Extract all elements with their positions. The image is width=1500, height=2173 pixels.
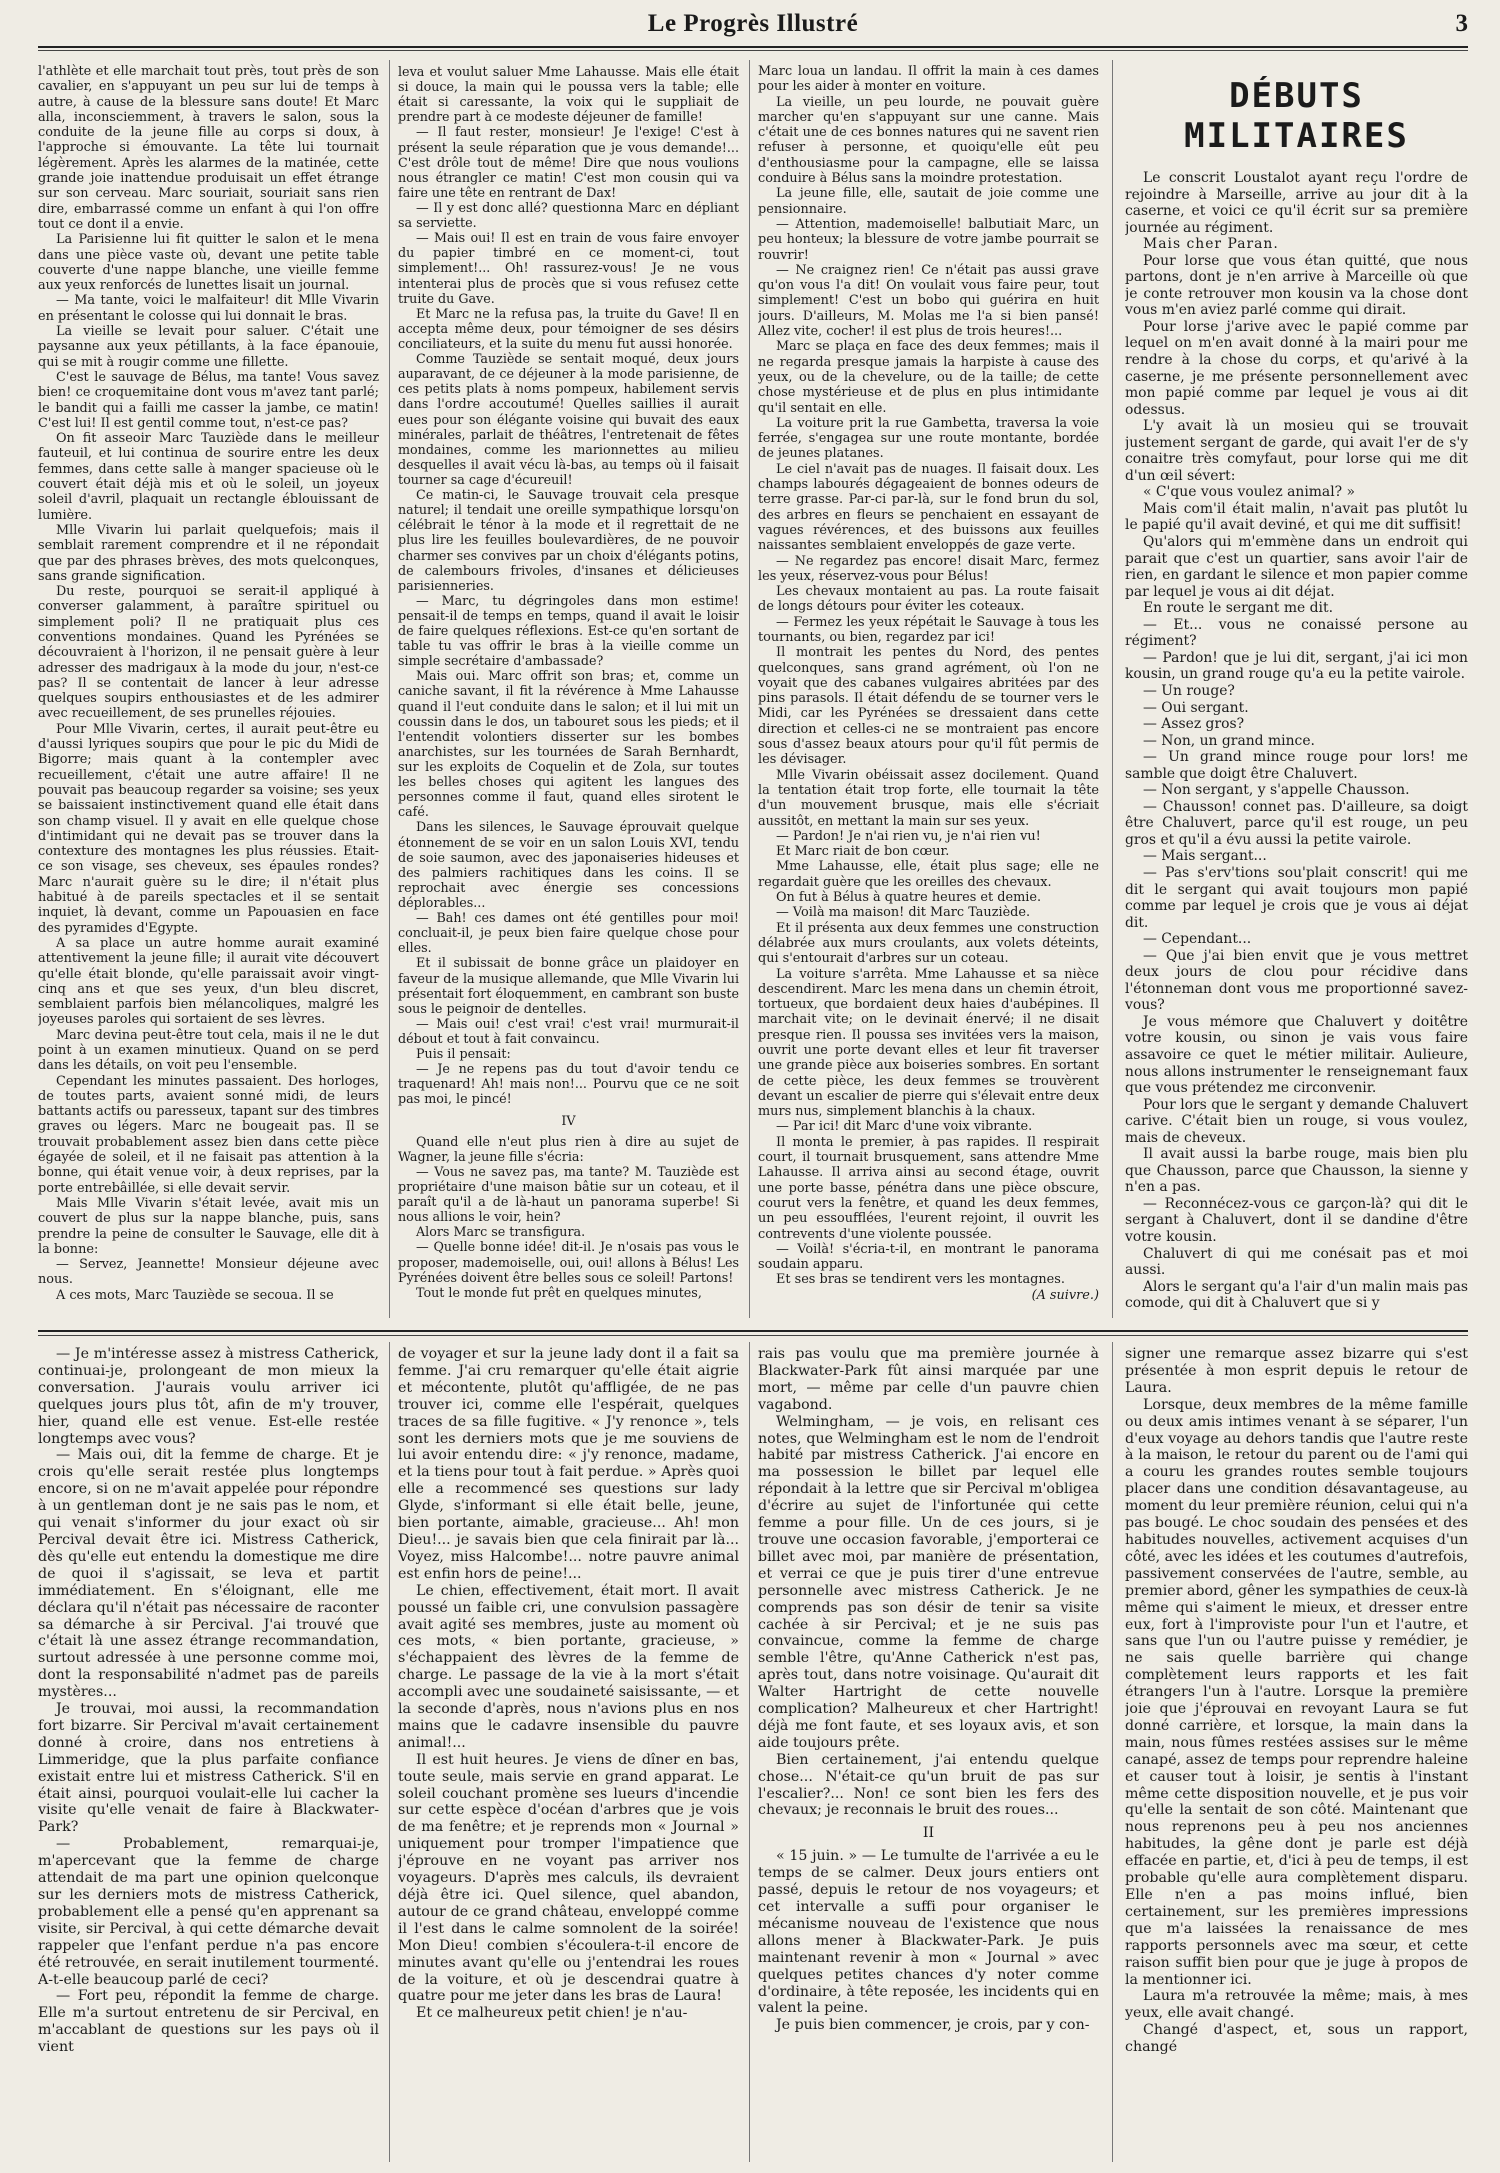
paragraph: Comme Tauziède se sentait moqué, deux jours auparavant, de ce déjeuner à la mode parisienne, de ces petits plats à noms pompeux, habilement servis dans l'ordre accoutumé! Quelles saillies il aurait eues pour son élégante voisine qui buvait des eaux minérales, parlait de théâtres, l'entretenait de fêtes mondaines, comme les marionnettes au milieu desquelles il avait vécu là-bas, au temps où il faisait tourner sa cage d'écureuil! xyxy=(398,351,739,487)
paragraph: Je vous mémore que Chaluvert y doitêtre votre kousin, ou sinon je vais vous faire assavoire ce quet le métier militair. Aulieure, nous allons instrumenter le renseignemant faux que vous prétendez me circonvenir. xyxy=(1125,1013,1468,1097)
paragraph: — Chausson! connet pas. D'ailleure, sa doigt être Chaluvert, parce qu'il est rouge, un peu gros et qu'il a évu aussi la petite vairole. xyxy=(1125,798,1468,848)
paragraph: Lorsque, deux membres de la même famille ou deux amis intimes venant à se séparer, l'un d'eux voyage au dehors tandis que l'autre reste à la maison, le retour du parent ou de l'ami qui a couru les grandes routes semble toujours placer dans une condition désavantageuse, au moment du leur première réunion, celui qui n'a pas bougé. Le choc soudain des pensées et des habitudes nouvelles, activement acquises d'un côté, avec les idées et les coutumes d'autrefois, passivement conservées de l'autre, semble, au premier abord, gêner les sympathies de ceux-là même qui s'aiment le mieux, et dresser entre eux, fort à l'improviste pour l'un et l'autre, et sans que l'un ou l'autre puisse y remédier, je ne sais quelle barrière qui change complètement leurs rapports et les fait étrangers l'un à l'autre. Lorsque la première joie que j'éprouvai en revoyant Laura se fut donné carrière, et lorsque, la main dans la main, nous fûmes restées assises sur le même canapé, assez de temps pour reprendre haleine et causer tout à loisir, je sentis à l'instant même cette disposition nouvelle, et je pus voir qu'elle la sentait de son côté. Maintenant que nous reprenons peu à peu nos anciennes habitudes, la gêne dont je parle est déjà effacée en partie, et, d'ici à peu de temps, il est probable qu'elle aura complètement disparu. Elle n'en a pas moins influé, bien certainement, sur les premières impressions que m'a laissées la renaissance de mes rapports personnels avec ma sœur, et cette raison suffit bien pour que je juge à propos de la mentionner ici. xyxy=(1125,1396,1468,1988)
paragraph: Et il subissait de bonne grâce un plaidoyer en faveur de la musique allemande, que Mlle Vivarin lui présentait fort éloquemment, en cambrant son buste sous le peignoir de dentelles. xyxy=(398,955,739,1016)
page-number: 3 xyxy=(1455,10,1468,37)
paragraph: La Parisienne lui fit quitter le salon et le mena dans une pièce vaste où, devant une petite table couverte d'une nappe blanche, une vieille femme aux yeux renforcés de lunettes lisait un journal. xyxy=(38,232,379,294)
paragraph: — Vous ne savez pas, ma tante? M. Tauziède est propriétaire d'une maison bâtie sur un coteau, et il paraît qu'il a de là-haut un panorama superbe! Si nous allions le voir, hein? xyxy=(398,1163,739,1225)
paragraph: — Mais oui! Il est en train de vous faire envoyer du papier timbré en ce moment-ci, tout simplement!... Oh! rassurez-vous! Je ne vous intenterai plus de procès que si vous refusez cette truite du Gave. xyxy=(398,230,739,306)
paragraph: — Pardon! Je n'ai rien vu, je n'ai rien vu! xyxy=(776,828,1041,844)
paragraph: Quand elle n'eut plus rien à dire au sujet de Wagner, la jeune fille s'écria: xyxy=(398,1133,739,1164)
paragraph: Pour lorse j'arive avec le papié comme par lequel on m'en avait donné à la mairi pour me rendre à la chose du corps, et qu'arivé à la caserne, je me présente personnellement avec mon papié comme par lequel je vous ai dit odessus. xyxy=(1125,318,1468,418)
paragraph: — Que j'ai bien envit que je vous mettret deux jours de clou pour récidive dans l'étonneman dont vous me proportionné savez-vous? xyxy=(1125,947,1468,1014)
paragraph: Je trouvai, moi aussi, la recommandation fort bizarre. Sir Percival m'avait certainement donné à croire, dans nos entretiens à Limmeridge, que la plus parfaite confiance existait entre lui et mistress Catherick. S'il en était ainsi, pourquoi voulait-elle lui cacher la visite qu'elle venait de faire à Blackwater-Park? xyxy=(38,1701,379,1836)
paragraph: — Ne craignez rien! Ce n'était pas aussi grave qu'on vous l'a dit! On voulait vous faire peur, tout simplement! C'est un bobo qui guérira en huit jours. D'ailleurs, M. Molas me l'a si bien pansé! Allez vite, cocher! il est plus de trois heures!... xyxy=(758,262,1099,340)
section-rule xyxy=(38,1330,1468,1332)
paragraph: — Je ne repens pas du tout d'avoir tendu ce traquenard! Ah! mais non!... Pourvu que ce ne soit pas moi, le pincé! xyxy=(398,1061,739,1107)
paragraph: Changé d'aspect, et, sous un rapport, changé xyxy=(1125,2022,1468,2056)
paragraph: Marc se plaça en face des deux femmes; mais il ne regarda presque jamais la harpiste à cause des yeux, ou de la chevelure, ou de la taille; de cette chose mystérieuse et de plus en plus intimidante qu'il sentait en elle. xyxy=(758,339,1099,416)
paragraph: Mais Mlle Vivarin s'était levée, avait mis un couvert de plus sur la nappe blanche, puis, sans prendre la peine de consulter le Sauvage, elle dit à la bonne: xyxy=(38,1195,379,1257)
paragraph: Il avait aussi la barbe rouge, mais bien plu que Chausson, parce que Chausson, la sienne y n'en a pas. xyxy=(1125,1146,1468,1196)
bottom-column-3 xyxy=(758,1346,1099,2161)
paragraph: — Ma tante, voici le malfaiteur! dit Mlle Vivarin en présentant le colosse qui lui donnait le bras. xyxy=(38,293,379,324)
paragraph: Il montrait les pentes du Nord, des pentes quelconques, sans grand agrément, où l'on ne voyait que des cabanes vulgaires abritées par des pins parasols. Il était défendu de se tourner vers le Midi, car les Pyrénées se dressaient dans cette direction et celles-ci ne se montraient pas encore sous d'assez beaux atours pour qu'il fût permis de les dévisager. xyxy=(758,645,1099,768)
paragraph: En route le sergant me dit. xyxy=(1143,600,1333,617)
paragraph: — Fermez les yeux répétait le Sauvage à tous les tournants, ou bien, regardez par ici! xyxy=(758,614,1099,645)
paragraph: Chaluvert di qui me conésait pas et moi aussi. xyxy=(1125,1245,1468,1279)
paragraph: Cependant les minutes passaient. Des horloges, de toutes parts, avaient sonné midi, de leurs battants actifs ou paresseux, tapant sur des timbres graves ou légers. Marc ne bougeait pas. Il se trouvait probablement assez bien dans cette pièce égayée de soleil, et il ne faisait pas attention à la bonne, qui était venue voir, à deux reprises, par la porte entrebâillée, si elle devait servir. xyxy=(38,1073,379,1196)
bottom-column-1 xyxy=(38,1346,379,2161)
paragraph: Marc loua un landau. Il offrit la main à ces dames pour les aider à monter en voiture. xyxy=(758,64,1099,95)
paragraph: Et ses bras se tendirent vers les montagnes. xyxy=(776,1272,1065,1288)
chapter-heading: IV xyxy=(561,1112,576,1128)
paragraph: Mme Lahausse, elle, était plus sage; elle ne regardait guère que les oreilles des chevaux. xyxy=(758,859,1099,890)
column-separator xyxy=(749,1342,750,2162)
paragraph: — Pardon! que je lui dit, sergant, j'ai ici mon kousin, un grand rouge qu'a eu la petite vairole. xyxy=(1125,649,1468,683)
paragraph: — Bah! ces dames ont été gentilles pour moi! concluait-il, je peux bien faire quelque chose pour elles. xyxy=(398,910,739,956)
paragraph: La voiture prit la rue Gambetta, traversa la voie ferrée, s'engagea sur une route montante, bordée de jeunes platanes. xyxy=(758,415,1099,462)
paragraph: — Non sergant, y s'appelle Chausson. xyxy=(1143,782,1410,799)
paragraph: Le chien, effectivement, était mort. Il avait poussé un faible cri, une convulsion passagère avait agité ses membres, juste au moment où ces mots, « bien portante, gracieuse, » s'échappaient des lèvres de la femme de charge. Le passage de la vie à la mort s'était accompli avec une soudaineté saisissante, — et la seconde d'après, nous n'avions plus en nos mains que le cadavre insensible du pauvre animal!... xyxy=(398,1582,739,1751)
paragraph: Pour lors que le sergant y demande Chaluvert carive. C'était bien un rouge, si vous voulez, mais de cheveux. xyxy=(1125,1096,1468,1146)
bottom-column-4 xyxy=(1125,1346,1468,2161)
paragraph: rais pas voulu que ma première journée à Blackwater-Park fût ainsi marquée par une mort, — même par celle d'un pauvre chien vagabond. xyxy=(758,1346,1099,1413)
top-column-2 xyxy=(398,64,739,1314)
paragraph: Il monta le premier, à pas rapides. Il respirait court, il tournait brusquement, sans attendre Mme Lahausse. Il arriva ainsi au second étage, ouvrit une porte basse, pénétra dans une pièce obscure, courut vers la fenêtre, et quand les deux femmes, un peu essoufflées, l'eurent rejoint, il ouvrit les contrevents d'une violente poussée. xyxy=(758,1134,1099,1242)
paragraph: Marc devina peut-être tout cela, mais il ne le dut point à un examen minutieux. Quand on se perd dans les détails, on voit peu l'ensemble. xyxy=(38,1027,379,1074)
top-column-1 xyxy=(38,64,379,1314)
top-column-4-debuts-militaires xyxy=(1125,76,1468,1314)
paragraph: — Mais sergant... xyxy=(1143,848,1267,865)
paragraph: A sa place un autre homme aurait examiné attentivement la jeune fille; il aurait vite découvert qu'elle était blonde, qu'elle paraissait avoir vingt-cinq ans et que ses yeux, d'un bleu discret, semblaient parfois bien mélancoliques, malgré les joyeuses paroles qui sortaient de ses lèvres. xyxy=(38,935,379,1028)
newspaper-title: Le Progrès Illustré xyxy=(647,10,859,37)
paragraph: signer une remarque assez bizarre qui s'est présentée à mon esprit depuis le retour de Laura. xyxy=(1125,1346,1468,1396)
paragraph: — Je m'intéresse assez à mistress Catherick, continuai-je, prolongeant de mon mieux la conversation. J'aurais voulu arriver ici quelques jours plus tôt, afin de m'y trouver, hier, quand elle est venue. Est-elle restée longtemps avec vous? xyxy=(38,1346,379,1447)
paragraph: — Cependant... xyxy=(1143,931,1252,948)
letter-salutation: Mais cher Paran. xyxy=(1143,236,1279,253)
paragraph: Mlle Vivarin lui parlait quelquefois; mais il semblait rarement comprendre et il ne répondait que par des phrases brèves, des mots quelconques, sans grande signification. xyxy=(38,522,379,584)
paragraph: Pour lorse que vous étan quitté, que nous partons, dont je n'en arrive à Marceille où que je conte retrouver mon kousin va la chose dont vous m'en aviez parlé comme qui dirait. xyxy=(1125,252,1468,319)
article-headline: DÉBUTS MILITAIRES xyxy=(1184,76,1409,156)
paragraph: Qu'alors qui m'emmène dans un endroit qui parait que c'est un quartier, sans avoir l'air de rien, en gardant le silence et mon papier comme par lequel je vous ai dit déjat. xyxy=(1125,534,1468,600)
paragraph: La voiture s'arrêta. Mme Lahausse et sa nièce descendirent. Marc les mena dans un chemin étroit, tortueux, que bordaient deux haies d'aubépines. Il marchait vite; on le devinait énervé; il ne disait presque rien. Il poussa ses invitées vers la maison, ouvrit une porte devant elles et leur fit traverser une grande pièce aux boiseries sombres. En sortant de cette pièce, les deux femmes se trouvèrent devant un escalier de pierre qui s'élevait entre deux murs nus, simplement blanchis à la chaux. xyxy=(758,966,1099,1120)
paragraph: C'est le sauvage de Bélus, ma tante! Vous savez bien! ce croquemitaine dont vous m'avez tant parlé; le bandit qui a failli me casser la jambe, ce matin! C'est lui! Il est gentil comme tout, n'est-ce pas? xyxy=(38,369,379,431)
chapter-heading: II xyxy=(922,1825,935,1842)
paragraph: Bien certainement, j'ai entendu quelque chose... N'était-ce qu'un bruit de pas sur l'escalier?... Non! ce sont bien les fers des chevaux; je reconnais le bruit des roues... xyxy=(758,1751,1099,1819)
paragraph: On fut à Bélus à quatre heures et demie. xyxy=(776,890,1042,906)
paragraph: l'athlète et elle marchait tout près, tout près de son cavalier, en s'appuyant un peu sur lui de temps à autre, à cause de la blessure sans doute! Et Marc alla, inconsciemment, à travers le salon, sous la conduite de la jeune fille au corps si doux, à l'approche si émouvante. La tête lui tournait légèrement. Après les alarmes de la matinée, cette grande joie inattendue produisait un effet étrange sur son cerveau. Marc souriait, souriait sans rien dire, embarrassé comme un enfant à qui l'on offre tout ce dont il a envie. xyxy=(38,64,379,232)
paragraph: La vieille se levait pour saluer. C'était une paysanne aux yeux pétillants, à la face épanouie, qui se mit à rougir comme une fillette. xyxy=(38,324,379,370)
paragraph: — Mais oui, dit la femme de charge. Et je crois qu'elle serait restée plus longtemps encore, si on ne m'avait appelée pour répondre à un gentleman dont je ne sais pas le nom, et qui venait s'informer du jour exact où sir Percival devait être ici. Mistress Catherick, dès qu'elle eut entendu la domestique me dire de quoi il s'agissait, se leva et partit immédiatement. En s'éloignant, elle me déclara qu'il n'était pas nécessaire de raconter sa démarche à sir Percival. J'ai trouvé que c'était là une assez étrange recommandation, surtout adressée à une personne comme moi, dont la responsabilité n'admet pas de pareils mystères... xyxy=(38,1447,379,1701)
paragraph: Dans les silences, le Sauvage éprouvait quelque étonnement de se voir en un salon Louis XVI, tendu de soie saumon, avec des japonaiseries hideuses et des palmiers rachitiques dans les coins. Il se reprochait avec énergie ses concessions déplorables... xyxy=(398,819,739,911)
page-header xyxy=(38,10,1468,44)
column-separator xyxy=(1112,1342,1113,2162)
paragraph: — Assez gros? xyxy=(1143,716,1245,733)
paragraph: — Non, un grand mince. xyxy=(1143,732,1315,749)
paragraph: Du reste, pourquoi se serait-il appliqué à converser galamment, à paraître spirituel ou simplement poli? Il ne pratiquait plus ces conventions mondaines. Quand les Pyrénées se découvraient à l'horizon, il ne pensait guère à leur adresser des madrigaux à la mode du jour, n'est-ce pas? Il se contentait de lancer à leur adresse quelques soupirs enthousiastes et de les admirer avec recueillement, de ses prunelles réjouies. xyxy=(38,584,379,722)
paragraph: On fit asseoir Marc Tauziède dans le meilleur fauteuil, et lui continua de sourire entre les deux femmes, dans cette salle à manger spacieuse où le couvert était déjà mis et où le soleil, un joyeux soleil d'avril, plaquait un rectangle éblouissant de lumière. xyxy=(38,431,379,523)
paragraph: — Attention, mademoiselle! balbutiait Marc, un peu honteux; la blessure de votre jambe pourrait se rouvrir! xyxy=(758,216,1099,263)
paragraph: Mais oui. Marc offrit son bras; et, comme un caniche savant, il fit la révérence à Mme Lahausse quand il l'eut conduite dans le salon; et il lui mit un coussin dans le dos, un tabouret sous les pieds; et il l'entendit volontiers disserter sur les bombes anarchistes, sur les tournées de Sarah Bernhardt, sur les exploits de Coquelin et de Zola, sur toutes les belles choses qui agitent les langues des personnes comme il faut, quand elles sirotent le café. xyxy=(398,668,739,820)
paragraph: — Reconnécez-vous ce garçon-là? qui dit le sergant à Chaluvert, dont il se dandine d'être votre kousin. xyxy=(1125,1195,1468,1245)
paragraph: — Quelle bonne idée! dit-il. Je n'osais pas vous le proposer, mademoiselle, oui, oui! allons à Bélus! Les Pyrénées doivent être belles sous ce soleil! Partons! xyxy=(398,1239,739,1285)
paragraph: Ce matin-ci, le Sauvage trouvait cela presque naturel; il tendait une oreille sympathique lorsqu'on célébrait le ténor à la mode et il regrettait de ne plus lire les feuilles boulevardières, de ne pouvoir charmer ses convives par un choix d'élégants potins, de calembours frivoles, d'insanes et délicieuses parisienneries. xyxy=(398,487,739,593)
header-rule-thin xyxy=(38,50,1468,51)
column-separator xyxy=(389,1342,390,2162)
paragraph: de voyager et sur la jeune lady dont il a fait sa femme. J'ai cru remarquer qu'elle était aigrie et mécontente, plutôt qu'affligée, de ne pas trouver ici, comme elle l'espérait, quelques traces de sa fille fugitive. « J'y renonce », tels sont les derniers mots que je me souviens de lui avoir entendu dire: « j'y renonce, madame, et la tiens pour tout à fait perdue. » Après quoi elle a recommencé ses questions sur lady Glyde, s'informant si elle était belle, jeune, bien portante, aimable, gracieuse... Ah! mon Dieu!... je savais bien que cela finirait par là... Voyez, miss Halcombe!... notre pauvre animal est enfin hors de peine!... xyxy=(398,1346,739,1582)
paragraph: — Un rouge? xyxy=(1143,682,1235,699)
paragraph: — Fort peu, répondit la femme de charge. Elle m'a surtout entretenu de sir Percival, en m'accablant de questions sur les pays où il vient xyxy=(38,1988,379,2056)
paragraph: — Ne regardez pas encore! disait Marc, fermez les yeux, réservez-vous pour Bélus! xyxy=(758,553,1099,584)
paragraph: Laura m'a retrouvée la même; mais, à mes yeux, elle avait changé. xyxy=(1125,1988,1468,2022)
paragraph: — Il y est donc allé? questionna Marc en dépliant sa serviette. xyxy=(398,199,739,231)
paragraph: — Mais oui! c'est vrai! c'est vrai! murmurait-il débout et tout à fait convaincu. xyxy=(398,1015,739,1046)
paragraph: Et il présenta aux deux femmes une construction délabrée aux murs croulants, aux volets déteints, qui s'entourait d'arbres sur un coteau. xyxy=(758,920,1099,967)
paragraph: — Un grand mince rouge pour lors! me samble que doigt être Chaluvert. xyxy=(1125,749,1468,782)
paragraph: Je puis bien commencer, je crois, par y con- xyxy=(776,2017,1090,2034)
paragraph: — Marc, tu dégringoles dans mon estime! pensait-il de temps en temps, quand il avait le loisir de faire quelques réflexions. Est-ce qu'en sortant de table tu vas offrir le bras à la vieille comme un simple secrétaire d'ambassade? xyxy=(398,592,739,669)
paragraph: — Servez, Jeannette! Monsieur déjeune avec nous. xyxy=(38,1257,379,1288)
paragraph: Et Marc ne la refusa pas, la truite du Gave! Il en accepta même deux, pour témoigner de ses désirs conciliateurs, et la suite du menu fut aussi honorée. xyxy=(398,305,739,351)
to-be-continued: (A suivre.) xyxy=(1031,1287,1099,1303)
section-rule-thin xyxy=(38,1335,1468,1336)
column-separator xyxy=(389,60,390,1318)
bottom-column-2 xyxy=(398,1346,739,2161)
paragraph: A ces mots, Marc Tauziède se secoua. Il se xyxy=(56,1287,334,1303)
header-rule xyxy=(38,46,1468,48)
paragraph: leva et voulut saluer Mme Lahausse. Mais elle était si douce, la main qui le poussa vers la table; elle était si caressante, la voix qui le suppliait de prendre part à ce modeste déjeuner de famille! xyxy=(398,64,739,125)
paragraph: Le ciel n'avait pas de nuages. Il faisait doux. Les champs labourés dégageaient de bonnes odeurs de terre grasse. Par-ci par-là, sur le fond brun du sol, des arbres en fleurs se penchaient en essayant de vagues révérences, et des buissons aux feuilles naissantes semblaient enveloppés de gaze verte. xyxy=(758,461,1099,554)
paragraph: Welmingham, — je vois, en relisant ces notes, que Welmingham est le nom de l'endroit habité par mistress Catherick. J'ai encore en ma possession le billet par lequel elle répondait à la lettre que sir Percival m'obligea d'écrire au sujet de l'infortunée qui cette femme a pour fille. Un de ces jours, si je trouve une occasion favorable, j'emporterai ce billet avec moi, par manière de présentation, et verrai ce que je puis tirer d'une entrevue personnelle avec mistress Catherick. Je ne comprends pas son désir de tenir sa visite cachée à sir Percival; et je ne suis pas convaincue, comme la femme de charge semble l'être, qu'Anne Catherick n'est pas, après tout, dans notre voisinage. Qu'aurait dit Walter Hartright de cette nouvelle complication? Malheureux et cher Hartright! déjà me font faute, et ses loyaux avis, et son aide toujours prête. xyxy=(758,1413,1099,1751)
paragraph: — Probablement, remarquai-je, m'apercevant que la femme de charge attendait de ma part une opinion quelconque sur les derniers mots de mistress Catherick, probablement elle a pensé qu'en apprenant sa visite, sir Percival, à qui cette démarche devait rappeler que l'enfant perdue n'a pas encore été retrouvée, en serait inutilement tourmenté. A-t-elle beaucoup parlé de ceci? xyxy=(38,1836,379,1988)
paragraph: Et ce malheureux petit chien! je n'au- xyxy=(416,2005,688,2022)
paragraph: « 15 juin. » — Le tumulte de l'arrivée a eu le temps de se calmer. Deux jours entiers ont passé, depuis le retour de nos voyageurs; et cet intervalle a suffi pour organiser le mécanisme nouveau de l'existence que nous allons mener à Blackwater-Park. Je puis maintenant revenir à mon « Journal » avec quelques petites chances d'y noter comme d'ordinaire, à tête reposée, les incidents qui en valent la peine. xyxy=(758,1848,1099,2017)
paragraph: Mais com'il était malin, n'avait pas plutôt lu le papié qu'il avait deviné, et qui me dit suffisit! xyxy=(1125,500,1468,534)
paragraph: Les chevaux montaient au pas. La route faisait de longs détours pour éviter les coteaux. xyxy=(758,584,1099,615)
paragraph: Mlle Vivarin obéissait assez docilement. Quand la tentation était trop forte, elle tournait la tête d'un mouvement brusque, mais elle s'écriait aussitôt, en mettant la main sur ses yeux. xyxy=(758,767,1099,829)
paragraph: La jeune fille, elle, sautait de joie comme une pensionnaire. xyxy=(758,186,1099,217)
paragraph: Et Marc riait de bon cœur. xyxy=(776,844,950,860)
paragraph: Pour Mlle Vivarin, certes, il aurait peut-être eu d'aussi lyriques soupirs que pour le pic du Midi de Bigorre; mais quant à la contempler avec recueillement, c'était une autre affaire! Il ne pouvait pas beaucoup regarder sa voisine; ses yeux se baissaient instinctivement quand elle était dans son champ visuel. Il y avait en elle quelque chose d'intimidant qui ne devait pas se trouver dans la contexture des montagnes les plus réussies. Etait-ce son visage, ses cheveux, ses épaules rondes? Marc n'aurait guère su le dire; il n'était plus habitué à de pareils spectacles et il se sentait inquiet, là devant, comme un Papouasien en face des pyramides d'Egypte. xyxy=(38,721,379,936)
paragraph: L'y avait là un mosieu qui se trouvait justement sergant de garde, qui avait l'er de s'y conaitre très comyfaut, pour lorse qui me dit d'un œil sévert: xyxy=(1125,418,1468,484)
top-column-3 xyxy=(758,64,1099,1314)
paragraph: — Par ici! dit Marc d'une voix vibrante. xyxy=(776,1119,1033,1135)
paragraph: Le conscrit Loustalot ayant reçu l'ordre de rejoindre à Marseille, arrive au jour dit à la caserne, et voici ce qu'il écrit sur sa première journée au régiment. xyxy=(1125,170,1468,236)
paragraph: Tout le monde fut prêt en quelques minutes, xyxy=(416,1284,702,1300)
paragraph: Puis il pensait: xyxy=(416,1046,511,1062)
paragraph: La vieille, un peu lourde, ne pouvait guère marcher qu'en s'appuyant sur une canne. Mais c'était une de ces bonnes natures qui ne savent rien refuser à personne, et quoiqu'elle eût peu d'enthousiasme pour la campagne, elle se laissa conduire à Bélus sans la moindre protestation. xyxy=(758,94,1099,187)
paragraph: — Oui sergant. xyxy=(1143,699,1249,716)
paragraph: — Et... vous ne conaissé persone au régiment? xyxy=(1125,616,1468,650)
paragraph: — Voilà! s'écria-t-il, en montrant le panorama soudain apparu. xyxy=(758,1241,1099,1273)
paragraph: Alors Marc se transfigura. xyxy=(416,1224,586,1240)
paragraph: Alors le sergant qu'a l'air d'un malin mais pas comode, qui dit à Chaluvert que si y xyxy=(1125,1278,1468,1312)
paragraph: — Pas s'erv'tions sou'plait conscrit! qui me dit le sergant qui avait toujours mon papié comme par lequel je crois que je vous ai déjat dit. xyxy=(1125,864,1468,931)
paragraph: — Il faut rester, monsieur! Je l'exige! C'est à présent la seule réparation que je vous demande!... C'est drôle tout de même! Dire que nous voulions nous étrangler ce matin! C'est mon cousin qui va faire une tête en rentrant de Dax! xyxy=(398,124,739,200)
paragraph: « C'que vous voulez animal? » xyxy=(1143,484,1356,501)
column-separator xyxy=(749,60,750,1318)
column-separator xyxy=(1112,60,1113,1318)
paragraph: — Voilà ma maison! dit Marc Tauziède. xyxy=(776,905,1031,921)
paragraph: Il est huit heures. Je viens de dîner en bas, toute seule, mais servie en grand apparat. Le soleil couchant promène ses lueurs d'incendie sur cette espèce d'océan d'arbres que je vois de ma fenêtre; et je reprends mon « Journal » uniquement pour tromper l'impatience que j'éprouve en ne voyant pas arriver nos voyageurs. D'après mes calculs, ils devraient déjà être ici. Quel silence, quel abandon, autour de ce grand château, enveloppé comme il l'est dans le calme somnolent de la soirée! Mon Dieu! combien s'écoulera-t-il encore de minutes avant qu'elle ou j'entendrai les roues de la voiture, et où je descendrai quatre à quatre pour me jeter dans les bras de Laura! xyxy=(398,1751,739,2005)
